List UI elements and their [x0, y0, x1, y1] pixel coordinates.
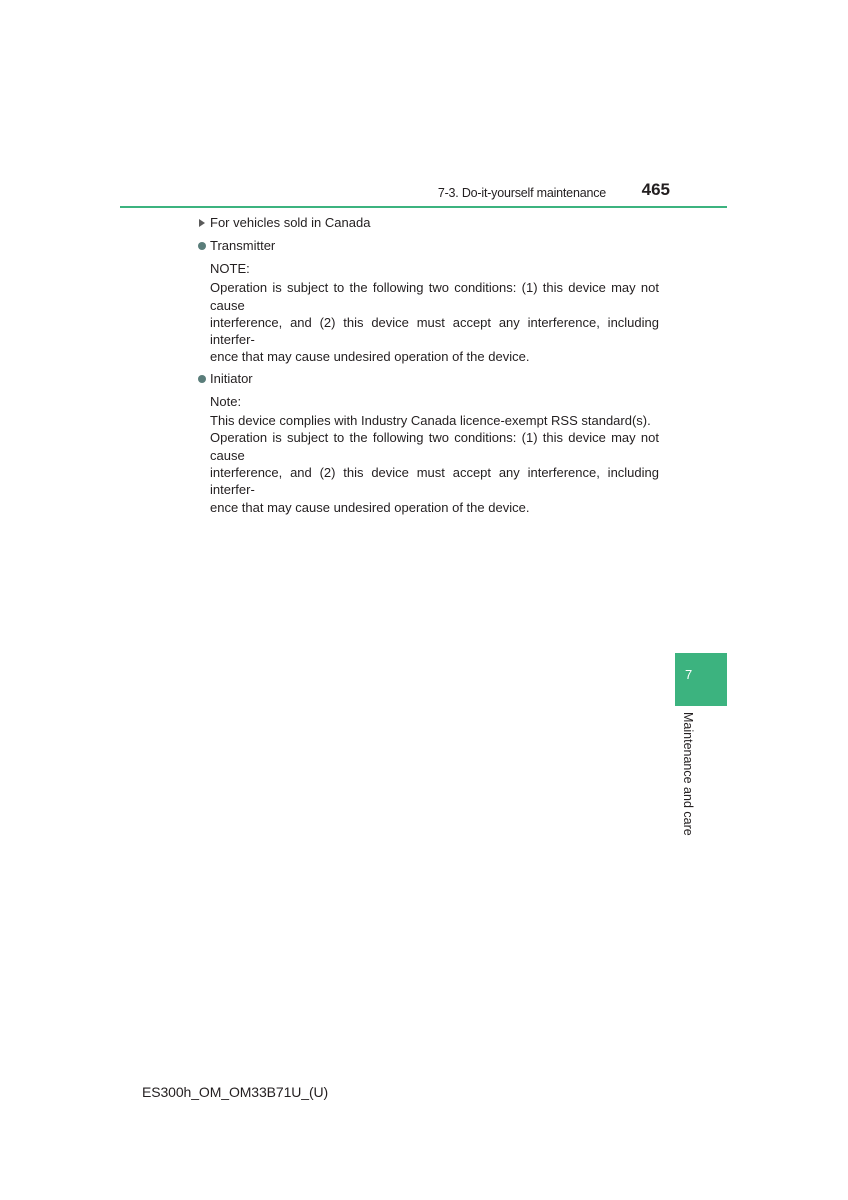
triangle-bullet-icon [199, 219, 205, 227]
initiator-label: Initiator [210, 371, 253, 387]
chapter-title: Maintenance and care [681, 712, 695, 836]
circle-bullet-icon [198, 375, 206, 383]
chapter-number: 7 [685, 667, 693, 682]
transmitter-label: Transmitter [210, 238, 276, 254]
note-line: Operation is subject to the following two conditions: (1) this device may not cause [210, 280, 659, 313]
region-heading: For vehicles sold in Canada [210, 215, 371, 231]
transmitter-note-label: NOTE: [210, 261, 250, 276]
page-header [120, 176, 727, 208]
transmitter-note-body [210, 279, 659, 365]
section-title: 7-3. Do-it-yourself maintenance [437, 186, 606, 200]
chapter-side-title [681, 712, 701, 842]
page-content [198, 214, 659, 516]
initiator-note-body [210, 412, 659, 516]
note-line: ence that may cause undesired operation of the device. [210, 349, 530, 365]
transmitter-item [198, 237, 659, 366]
note-line: interference, and (2) this device must accept any interference, including interfer- [210, 314, 659, 348]
note-line: interference, and (2) this device must accept any interference, including interfer- [210, 464, 659, 498]
note-line: ence that may cause undesired operation of the device. [210, 499, 530, 515]
initiator-item [198, 370, 659, 516]
note-line: This device complies with Industry Canada licence-exempt RSS standard(s). [210, 413, 651, 429]
initiator-note-label: Note: [210, 393, 242, 409]
document-code: ES300h_OM_OM33B71U_(U) [142, 1084, 329, 1100]
note-line: Operation is subject to the following two conditions: (1) this device may not cause [210, 430, 659, 463]
circle-bullet-icon [198, 242, 206, 250]
header-divider [120, 206, 727, 208]
chapter-tab [675, 653, 727, 706]
page-number: 465 [641, 180, 670, 199]
region-heading-item [198, 214, 659, 232]
